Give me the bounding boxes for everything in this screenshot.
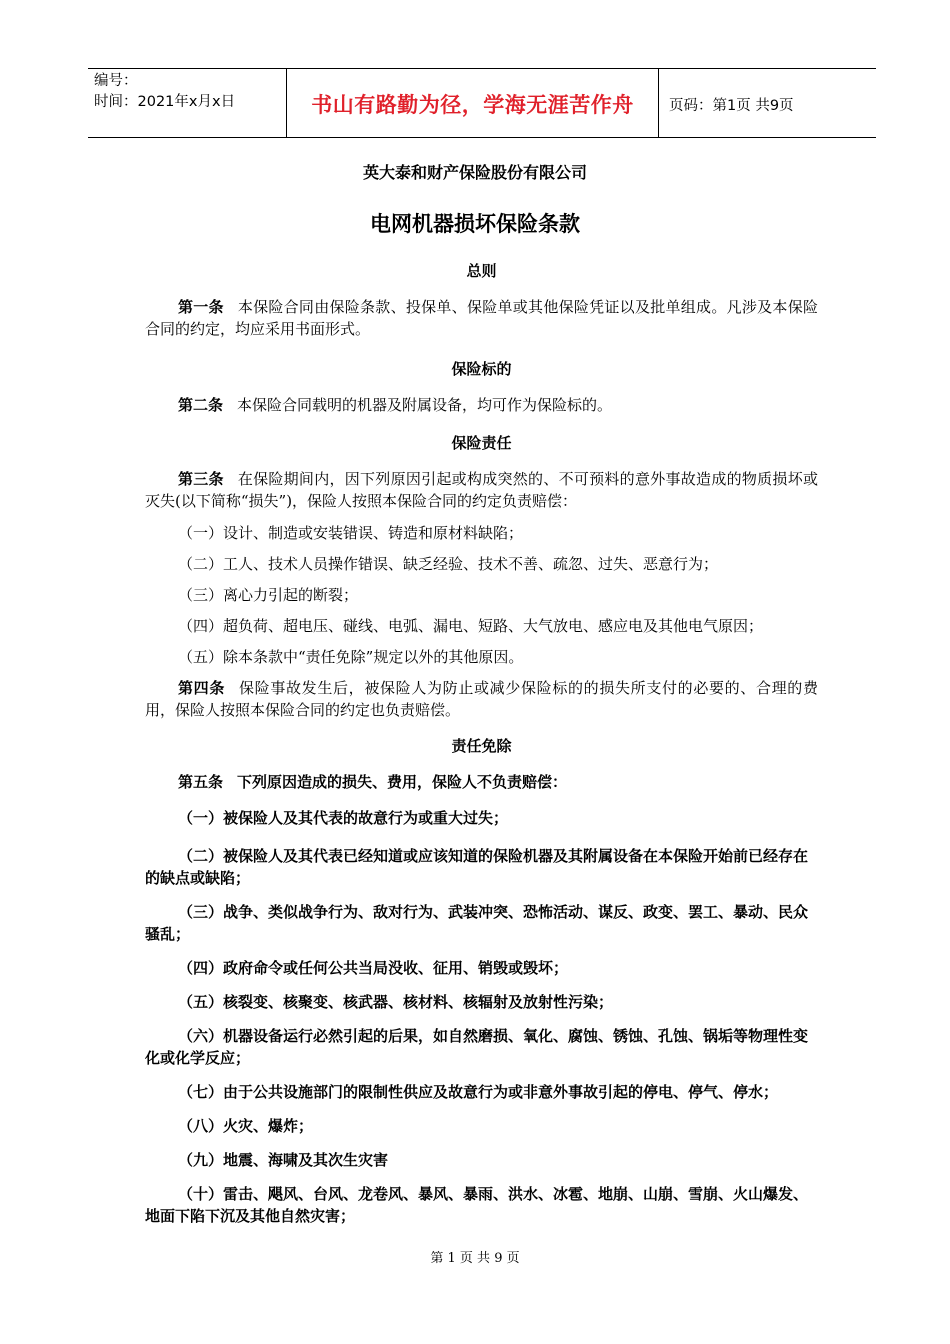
document-date: 时间：2021年x月x日	[94, 94, 236, 110]
article-3	[145, 468, 818, 512]
list-item: （二）被保险人及其代表已经知道或应该知道的保险机器及其附属设备在本保险开始前已经存在的缺点或缺陷；	[145, 847, 809, 887]
list-item: （四）超负荷、超电压、碰线、电弧、漏电、短路、大气放电、感应电及其他电气原因；	[178, 617, 764, 635]
list-item: （八）火灾、爆炸；	[178, 1117, 314, 1135]
article-5	[145, 771, 818, 793]
article-4	[145, 677, 818, 721]
article-number: 第三条	[178, 470, 224, 488]
article-number: 第一条	[178, 298, 224, 316]
header-motto: 书山有路勤为径，学海无涯苦作舟	[286, 69, 659, 137]
article-text: 下列原因造成的损失、费用，保险人不负责赔偿：	[237, 773, 568, 791]
article-text: 在保险期间内，因下列原因引起或构成突然的、不可预料的意外事故造成的物质损坏或灭失(以下简称“损失”)，保险人按照本保险合同的约定负责赔偿：	[145, 470, 818, 510]
article-2	[145, 394, 818, 416]
article-text: 保险事故发生后，被保险人为防止或减少保险标的的损失所支付的必要的、合理的费用，保险人按照本保险合同的约定也负责赔偿。	[145, 679, 818, 719]
company-name: 英大泰和财产保险股份有限公司	[362, 163, 587, 182]
list-item: （一）设计、制造或安装错误、铸造和原材料缺陷；	[178, 524, 524, 542]
article-1	[145, 296, 818, 340]
list-item: （三）战争、类似战争行为、敌对行为、武装冲突、恐怖活动、谋反、政变、罢工、暴动、民众骚乱；	[145, 903, 809, 943]
document-title: 电网机器损坏保险条款	[370, 212, 580, 236]
document-number-label: 编号：	[94, 73, 138, 89]
list-item: （九）地震、海啸及其次生灾害	[178, 1151, 389, 1169]
list-item: （二）工人、技术人员操作错误、缺乏经验、技术不善、疏忽、过失、恶意行为；	[178, 555, 719, 573]
list-item: （三）离心力引起的断裂；	[178, 586, 359, 604]
header-meta	[88, 69, 286, 137]
page-footer: 第 1 页 共 9 页	[430, 1251, 520, 1266]
section-heading-subject: 保险标的	[451, 360, 512, 378]
document-body	[145, 260, 818, 1227]
article-number: 第五条	[178, 773, 224, 791]
header-page-number: 页码：第1页 共9页	[669, 97, 794, 114]
list-item: （一）被保险人及其代表的故意行为或重大过失；	[178, 809, 509, 827]
list-item: （五）除本条款中“责任免除”规定以外的其他原因。	[178, 648, 524, 666]
article-text: 本保险合同由保险条款、投保单、保险单或其他保险凭证以及批单组成。凡涉及本保险合同的约定，均应采用书面形式。	[145, 298, 818, 338]
page-header	[88, 68, 876, 138]
section-heading-general: 总则	[466, 262, 497, 280]
list-item: （五）核裂变、核聚变、核武器、核材料、核辐射及放射性污染；	[178, 993, 614, 1011]
section-heading-exclusions: 责任免除	[451, 737, 512, 755]
list-item: （四）政府命令或任何公共当局没收、征用、销毁或毁坏；	[178, 959, 569, 977]
article-number: 第二条	[178, 396, 224, 414]
list-item: （十）雷击、飓风、台风、龙卷风、暴风、暴雨、洪水、冰雹、地崩、山崩、雪崩、火山爆发、地面下陷下沉及其他自然灾害；	[145, 1185, 809, 1225]
article-number: 第四条	[178, 679, 225, 697]
list-item: （七）由于公共设施部门的限制性供应及故意行为或非意外事故引起的停电、停气、停水；	[178, 1083, 779, 1101]
section-heading-liability: 保险责任	[451, 434, 512, 452]
article-text: 本保险合同载明的机器及附属设备，均可作为保险标的。	[237, 396, 613, 414]
list-item: （六）机器设备运行必然引起的后果，如自然磨损、氧化、腐蚀、锈蚀、孔蚀、锅垢等物理性变化或化学反应；	[145, 1027, 809, 1067]
